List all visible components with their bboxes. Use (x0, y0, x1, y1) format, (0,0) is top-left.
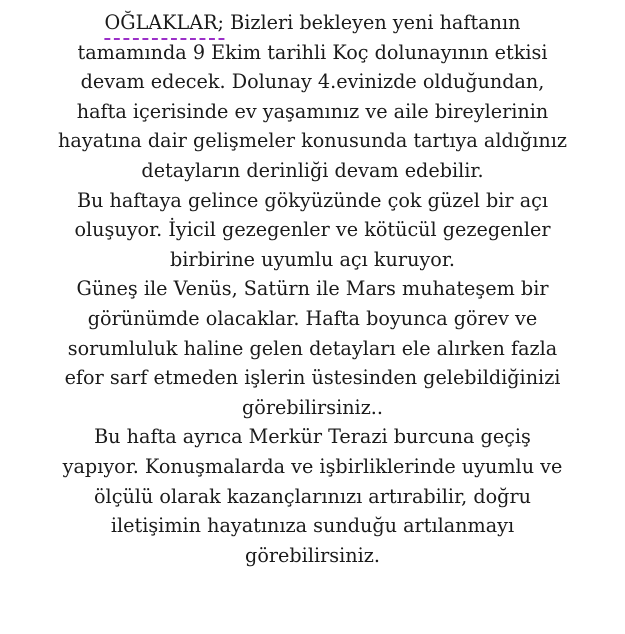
horoscope-text (0, 8, 625, 570)
text-line: Güneş ile Venüs, Satürn ile Mars muhateşem bir (76, 277, 549, 301)
text-line-rest: Bizleri bekleyen yeni haftanın (224, 11, 521, 34)
text-line: efor sarf etmeden işlerin üstesinden gelebildiğinizi (64, 366, 561, 390)
text-line: yapıyor. Konuşmalarda ve işbirliklerinde uyumlu ve (62, 454, 563, 478)
text-line: birbirine uyumlu açı kuruyor. (170, 247, 455, 271)
text-line: görebilirsiniz.. (241, 395, 384, 419)
text-line: Bu hafta ayrıca Merkür Terazi burcuna geçiş (94, 425, 531, 449)
text-line: devam edecek. Dolunay 4.evinizde olduğundan, (80, 70, 545, 94)
text-line (5, 8, 620, 38)
text-line: detayların derinliği devam edebilir. (141, 158, 484, 182)
text-line: iletişimin hayatınıza sunduğu artılanmayı (110, 514, 515, 538)
sign-heading: OĞLAKLAR; (105, 8, 225, 38)
text-line: tamamında 9 Ekim tarihli Koç dolunayının etkisi (77, 40, 548, 64)
text-line: ölçülü olarak kazançlarınızı artırabilir, doğru (94, 484, 531, 508)
text-line: sorumluluk haline gelen detayları ele alırken fazla (67, 336, 558, 360)
text-line: görebilirsiniz. (245, 543, 380, 567)
text-line: görünümde olacaklar. Hafta boyunca görev ve (87, 306, 538, 330)
text-line: oluşuyor. İyicil gezegenler ve kötücül gezegenler (74, 218, 551, 242)
text-line: hafta içerisinde ev yaşamınız ve aile bireylerinin (76, 99, 549, 123)
text-line: hayatına dair gelişmeler konusunda tartıya aldığınız (58, 129, 567, 153)
text-line: Bu haftaya gelince gökyüzünde çok güzel bir açı (76, 188, 549, 212)
